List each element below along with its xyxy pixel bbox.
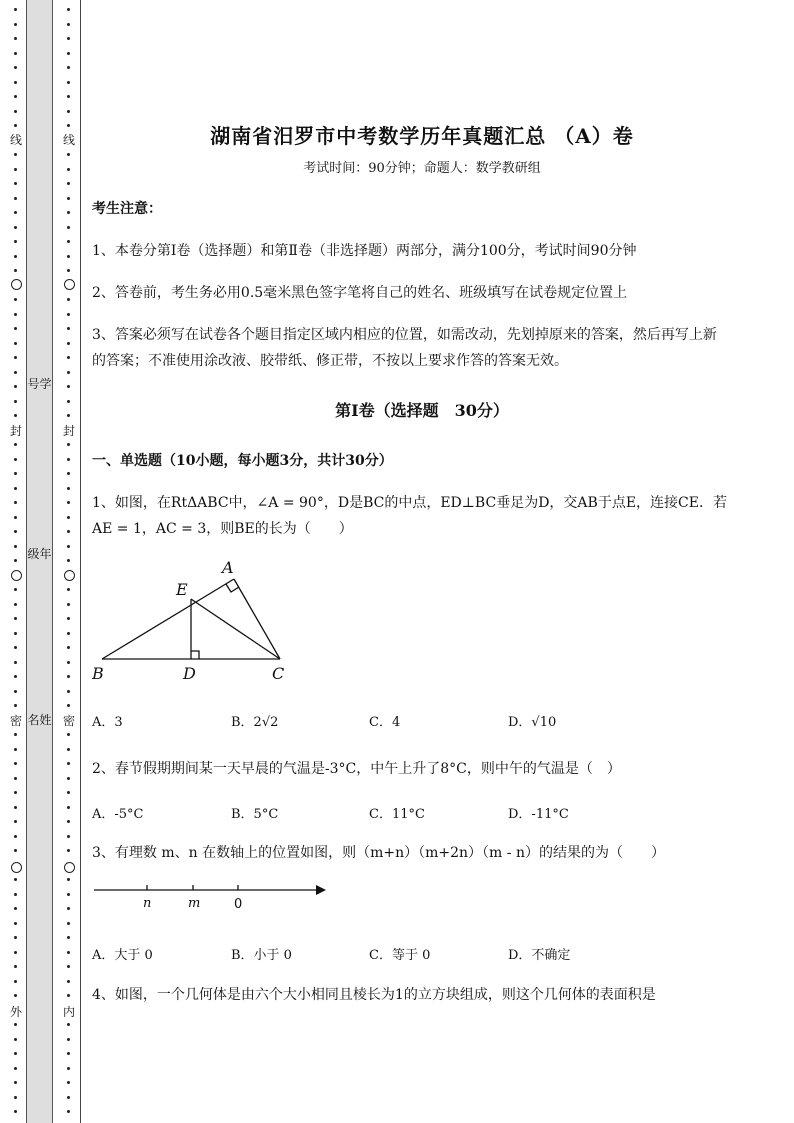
margin-dot (67, 907, 70, 910)
margin-dot (14, 588, 17, 591)
page-title: 湖南省汨罗市中考数学历年真题汇总 （A）卷 (210, 124, 634, 148)
margin-dot (14, 414, 17, 417)
outer-dotted-line (9, 0, 23, 1123)
margin-dot (67, 690, 70, 693)
margin-dot (67, 617, 70, 620)
margin-dot (14, 385, 17, 388)
margin-dot (14, 298, 17, 301)
margin-dot (67, 951, 70, 954)
margin-dot (67, 1081, 70, 1084)
margin-dot (67, 400, 70, 403)
margin-dot (67, 313, 70, 316)
margin-dot (67, 182, 70, 185)
margin-dot (67, 211, 70, 214)
margin-dot (67, 646, 70, 649)
margin-dot (67, 226, 70, 229)
margin-dot (14, 95, 17, 98)
label-d: D (183, 664, 196, 683)
label-n: n (143, 896, 152, 911)
margin-dot (67, 487, 70, 490)
margin-dot (67, 52, 70, 55)
margin-dot (67, 443, 70, 446)
segment-ec (191, 599, 280, 659)
margin-dot (14, 168, 17, 171)
margin-label-seal: 封 (62, 424, 75, 438)
margin-dot (14, 603, 17, 606)
margin-dot (67, 748, 70, 751)
option-c[interactable]: C．11°C (369, 807, 425, 822)
margin-dot (67, 704, 70, 707)
margin-dot (67, 559, 70, 562)
margin-label-secret: 密 (9, 714, 22, 728)
margin-dot (14, 516, 17, 519)
margin-dot (14, 1052, 17, 1055)
segment-ba (102, 579, 234, 659)
margin-dot (14, 849, 17, 852)
margin-dot (14, 472, 17, 475)
margin-dot (67, 516, 70, 519)
margin-dot (14, 820, 17, 823)
margin-dot (67, 777, 70, 780)
margin-dot (14, 153, 17, 156)
margin-dot (14, 1038, 17, 1041)
margin-dot (67, 342, 70, 345)
margin-dot (67, 922, 70, 925)
margin-dot (14, 443, 17, 446)
margin-dot (67, 545, 70, 548)
notice-item: 1、本卷分第Ⅰ卷（选择题）和第Ⅱ卷（非选择题）两部分，满分100分，考试时间90分钟 (92, 243, 637, 259)
margin-dot (67, 1052, 70, 1055)
margin-dot (67, 255, 70, 258)
margin-dot (67, 327, 70, 330)
margin-dot (14, 922, 17, 925)
margin-dot (67, 501, 70, 504)
option-d[interactable]: D．-11°C (508, 807, 569, 822)
margin-dot (14, 777, 17, 780)
margin-dot (14, 23, 17, 26)
margin-dot (67, 240, 70, 243)
number-line-figure (92, 878, 332, 914)
option-d[interactable]: D．√10 (508, 715, 557, 730)
margin-dot (67, 675, 70, 678)
label-m: m (188, 896, 201, 911)
question-4-stem: 4、如图，一个几何体是由六个大小相同且棱长为1的立方块组成，则这个几何体的表面积是 (92, 987, 656, 1003)
margin-dot (14, 400, 17, 403)
margin-dot (14, 1023, 17, 1026)
notice-item-continued: 的答案；不准使用涂改液、胶带纸、修正带，不按以上要求作答的答案无效。 (92, 353, 568, 369)
margin-circle (11, 862, 22, 873)
label-c: C (272, 664, 285, 683)
option-d[interactable]: D．不确定 (508, 948, 571, 963)
margin-dot (67, 269, 70, 272)
margin-dot (14, 1081, 17, 1084)
right-angle-d (191, 651, 199, 659)
margin-dot (67, 603, 70, 606)
margin-circle (11, 570, 22, 581)
margin-dot (14, 81, 17, 84)
margin-dot (67, 733, 70, 736)
margin-dot (67, 980, 70, 983)
margin-label-secret: 密 (62, 714, 75, 728)
margin-dot (67, 1096, 70, 1099)
margin-dot (67, 66, 70, 69)
margin-dot (14, 487, 17, 490)
margin-dot (67, 356, 70, 359)
margin-dot (67, 965, 70, 968)
margin-dot (67, 153, 70, 156)
margin-dot (67, 124, 70, 127)
margin-dot (14, 791, 17, 794)
margin-dot (14, 661, 17, 664)
label-b: B (92, 664, 104, 683)
student-number-label: 号学 (27, 377, 52, 391)
margin-dot (14, 8, 17, 11)
option-c[interactable]: C．等于 0 (369, 948, 431, 963)
margin-dot (14, 255, 17, 258)
margin-dot (14, 66, 17, 69)
margin-dot (67, 81, 70, 84)
part-heading: 一、单选题（10小题，每小题3分，共计30分） (92, 453, 393, 469)
margin-dot (67, 1023, 70, 1026)
margin-dot (67, 936, 70, 939)
margin-dot (67, 878, 70, 881)
option-b[interactable]: B．小于 0 (231, 948, 292, 963)
margin-dot (67, 530, 70, 533)
margin-dot (14, 1110, 17, 1113)
option-a[interactable]: A．大于 0 (92, 948, 153, 963)
margin-dot (14, 980, 17, 983)
margin-dot (14, 835, 17, 838)
margin-dot (67, 95, 70, 98)
margin-dot (14, 458, 17, 461)
margin-dot (67, 820, 70, 823)
margin-dot (14, 907, 17, 910)
margin-rule (80, 0, 81, 1123)
margin-dot (14, 1096, 17, 1099)
section-title: 第Ⅰ卷（选择题 30分） (335, 401, 509, 420)
margin-circle (64, 862, 75, 873)
notice-heading: 考生注意： (92, 201, 162, 217)
margin-dot (67, 298, 70, 301)
margin-dot (14, 501, 17, 504)
margin-dot (14, 52, 17, 55)
arrow-icon (316, 885, 326, 895)
margin-dot (14, 762, 17, 765)
margin-dot (67, 661, 70, 664)
margin-dot (14, 704, 17, 707)
margin-dot (67, 849, 70, 852)
margin-label-outer: 外 (9, 1005, 22, 1019)
margin-dot (14, 646, 17, 649)
margin-dot (14, 197, 17, 200)
margin-dot (14, 124, 17, 127)
option-a[interactable]: A．-5°C (92, 807, 144, 822)
margin-dot (67, 385, 70, 388)
margin-dot (67, 197, 70, 200)
label-zero: 0 (234, 897, 243, 912)
student-info-band (26, 0, 53, 1123)
margin-dot (67, 835, 70, 838)
label-a: A (222, 558, 234, 577)
option-b[interactable]: B．2√2 (231, 715, 279, 730)
margin-dot (14, 632, 17, 635)
margin-dot (14, 269, 17, 272)
margin-dot (67, 168, 70, 171)
name-label: 名姓 (27, 713, 52, 727)
margin-dot (14, 748, 17, 751)
margin-dot (14, 110, 17, 113)
margin-dot (14, 226, 17, 229)
margin-label-line: 线 (9, 133, 22, 147)
margin-dot (67, 472, 70, 475)
margin-dot (67, 1038, 70, 1041)
option-c[interactable]: C．4 (369, 715, 401, 730)
margin-dot (14, 878, 17, 881)
margin-dot (14, 675, 17, 678)
inner-dotted-line (62, 0, 76, 1123)
margin-dot (14, 951, 17, 954)
margin-dot (14, 327, 17, 330)
margin-dot (14, 936, 17, 939)
margin-dot (14, 690, 17, 693)
notice-item: 2、答卷前，考生务必用0.5毫米黑色签字笔将自己的姓名、班级填写在试卷规定位置上 (92, 285, 628, 301)
margin-dot (67, 762, 70, 765)
segment-ac (234, 579, 280, 659)
question-2-stem: 2、春节假期期间某一天早晨的气温是-3°C，中午上升了8°C，则中午的气温是（ ） (92, 761, 621, 777)
margin-dot (67, 414, 70, 417)
margin-circle (11, 279, 22, 290)
margin-dot (67, 632, 70, 635)
margin-dot (14, 617, 17, 620)
margin-dot (67, 8, 70, 11)
notice-item: 3、答案必须写在试卷各个题目指定区域内相应的位置，如需改动，先划掉原来的答案，然后再写上新 (92, 327, 717, 343)
margin-dot (67, 1067, 70, 1070)
question-1-stem-continued: AE = 1，AC = 3，则BE的长为（ ） (92, 521, 353, 537)
margin-label-line: 线 (62, 133, 75, 147)
margin-dot (67, 994, 70, 997)
margin-dot (67, 371, 70, 374)
margin-label-seal: 封 (9, 424, 22, 438)
option-b[interactable]: B．5°C (231, 807, 279, 822)
margin-dot (67, 588, 70, 591)
margin-dot (14, 182, 17, 185)
question-1-stem: 1、如图，在RtΔABC中，∠A = 90°，D是BC的中点，ED⊥BC垂足为D，交AB于点E，连接CE．若 (92, 495, 727, 511)
margin-dot (14, 559, 17, 562)
margin-dot (67, 37, 70, 40)
margin-dot (67, 791, 70, 794)
exam-subtitle: 考试时间：90分钟；命题人：数学教研组 (303, 161, 541, 176)
margin-dot (14, 1067, 17, 1070)
margin-dot (14, 893, 17, 896)
margin-dot (14, 965, 17, 968)
margin-dot (67, 1110, 70, 1113)
margin-dot (14, 733, 17, 736)
option-a[interactable]: A．3 (92, 715, 123, 730)
margin-dot (67, 893, 70, 896)
margin-dot (14, 240, 17, 243)
margin-dot (14, 342, 17, 345)
margin-dot (14, 211, 17, 214)
margin-dot (67, 110, 70, 113)
margin-dot (14, 806, 17, 809)
margin-dot (14, 356, 17, 359)
question-3-stem: 3、有理数 m、n 在数轴上的位置如图，则（m+n）（m+2n）（m - n）的结果的为（ ） (92, 845, 665, 861)
margin-dot (14, 530, 17, 533)
margin-dot (67, 458, 70, 461)
margin-dot (14, 313, 17, 316)
margin-circle (64, 279, 75, 290)
margin-dot (14, 37, 17, 40)
label-e: E (176, 580, 188, 599)
class-label: 级年 (27, 547, 52, 561)
triangle-figure (92, 555, 292, 685)
margin-dot (67, 806, 70, 809)
margin-circle (64, 570, 75, 581)
margin-label-inner: 内 (62, 1005, 75, 1019)
margin-dot (14, 994, 17, 997)
margin-dot (14, 545, 17, 548)
margin-dot (14, 371, 17, 374)
binding-margin (0, 0, 84, 1123)
margin-dot (67, 23, 70, 26)
